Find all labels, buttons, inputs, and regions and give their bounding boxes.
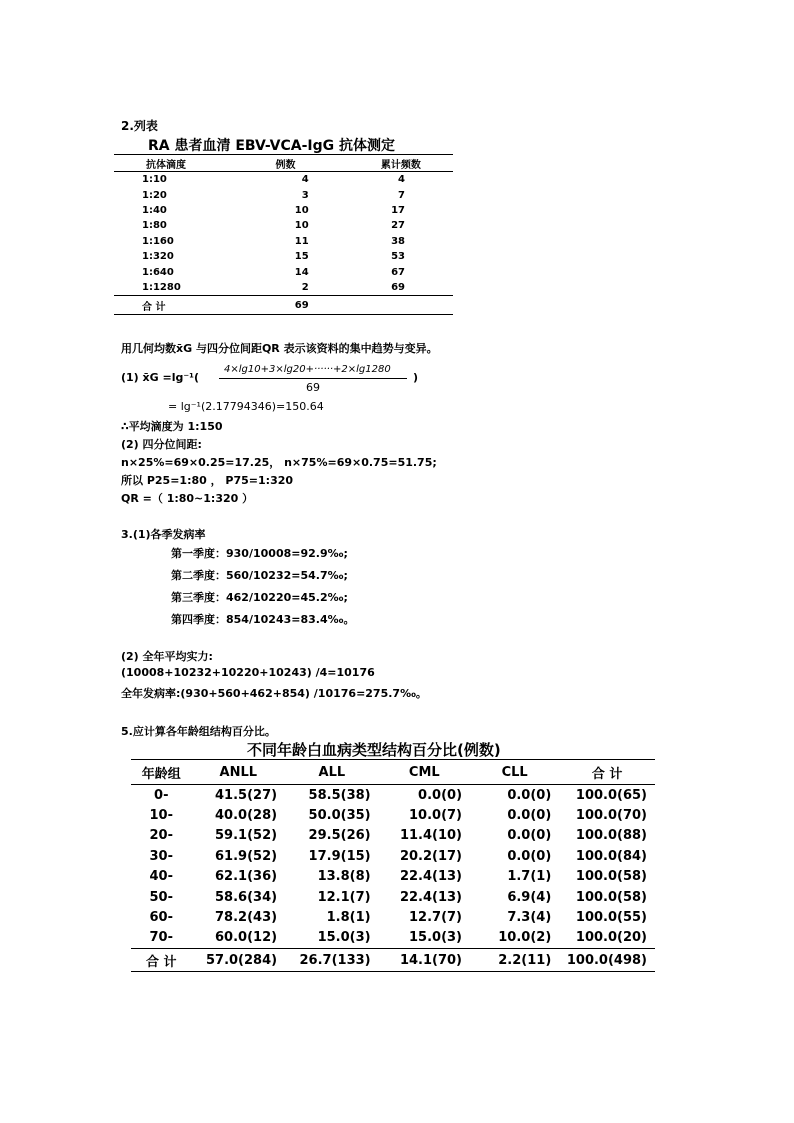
cell: 100.0(498) xyxy=(566,952,647,968)
cell: 58.6(34) xyxy=(215,889,278,905)
formula-1-label: (1) x̄G =lg⁻¹( xyxy=(121,371,200,384)
cell: 67 xyxy=(391,266,405,278)
cell: 3 xyxy=(301,189,309,201)
cell: 1.8(1) xyxy=(326,910,371,926)
table-row xyxy=(131,846,655,866)
cell: 100.0(58) xyxy=(575,889,647,905)
annual-average-heading: (2) 全年平均实力: xyxy=(121,650,213,663)
total-label: 合 计 xyxy=(142,301,166,313)
cell: 1:320 xyxy=(142,251,174,263)
cell: 10 xyxy=(294,204,309,216)
table-header-row xyxy=(114,155,453,172)
cell: 100.0(65) xyxy=(575,787,647,803)
cell: 100.0(84) xyxy=(575,848,647,864)
cell: 100.0(20) xyxy=(575,930,647,946)
cell: 1:40 xyxy=(142,204,167,216)
table-row xyxy=(114,203,453,218)
cell: 27 xyxy=(391,220,405,232)
table-header-row xyxy=(131,760,655,785)
cell: 0.0(0) xyxy=(507,808,552,824)
cell: 2.2(11) xyxy=(498,952,552,968)
leukemia-table-title: 不同年龄白血病类型结构百分比(例数) xyxy=(247,741,501,759)
quarter-4-rate: 第四季度：854/10243=83.4‰。 xyxy=(171,613,355,626)
cell: 1:640 xyxy=(142,266,174,278)
cell: 22.4(13) xyxy=(399,869,463,885)
cell: 60- xyxy=(149,910,174,926)
table-row xyxy=(131,805,655,825)
cell: 10 xyxy=(294,220,309,232)
total-label: 合 计 xyxy=(146,954,177,970)
cell: 100.0(55) xyxy=(575,910,647,926)
iqr-heading: (2) 四分位间距: xyxy=(121,438,202,451)
table-row xyxy=(114,234,453,249)
cell: 1:160 xyxy=(142,235,174,247)
section-2-intro: 用几何均数x̄G 与四分位间距QR 表示该资料的集中趋势与变异。 xyxy=(121,342,438,355)
section-5-heading: 5.应计算各年龄组结构百分比。 xyxy=(121,725,276,738)
header-cml: CML xyxy=(408,764,440,780)
cell: 4 xyxy=(301,174,309,186)
table-row xyxy=(131,867,655,887)
cell: 13.8(8) xyxy=(317,869,371,885)
cell: 69 xyxy=(391,281,405,293)
table-total-row xyxy=(114,296,453,315)
cell: 78.2(43) xyxy=(215,910,278,926)
annual-average-calc: (10008+10232+10220+10243) /4=10176 xyxy=(121,666,375,679)
header-anll: ANLL xyxy=(219,764,258,780)
quarter-2-rate: 第二季度：560/10232=54.7‰; xyxy=(171,569,348,582)
section-3-heading: 3.(1)各季发病率 xyxy=(121,528,206,541)
table-row xyxy=(114,218,453,233)
cell: 14.1(70) xyxy=(399,952,463,968)
cell: 1:1280 xyxy=(142,281,181,293)
cell: 10- xyxy=(149,808,174,824)
iqr-calc: n×25%=69×0.25=17.25， n×75%=69×0.75=51.75; xyxy=(121,456,437,469)
table-row xyxy=(114,172,453,188)
cell: 100.0(70) xyxy=(575,808,647,824)
table-row xyxy=(131,826,655,846)
cell: 40- xyxy=(149,869,174,885)
conclusion: ∴平均滴度为 1:150 xyxy=(121,420,223,433)
cell: 0- xyxy=(154,787,169,803)
cell: 7 xyxy=(398,189,405,201)
header-total: 合 计 xyxy=(591,766,623,782)
header-titer: 抗体滴度 xyxy=(146,159,186,171)
cell: 20.2(17) xyxy=(399,848,463,864)
cell: 50.0(35) xyxy=(308,808,371,824)
cell: 30- xyxy=(149,848,174,864)
quarter-3-rate: 第三季度：462/10220=45.2‰; xyxy=(171,591,348,604)
cell: 1:80 xyxy=(142,220,167,232)
table-row xyxy=(114,280,453,296)
cell: 4 xyxy=(398,174,405,186)
cell: 11 xyxy=(294,235,309,247)
cell: 1.7(1) xyxy=(507,869,552,885)
formula-1-numerator: 4×lg10+3×lg20+······+2×lg1280 xyxy=(224,364,391,375)
table-row xyxy=(131,907,655,927)
formula-1-denominator: 69 xyxy=(306,381,320,394)
cell: 41.5(27) xyxy=(215,787,278,803)
cell: 6.9(4) xyxy=(507,889,552,905)
cell: 12.7(7) xyxy=(409,910,463,926)
cell: 0.0(0) xyxy=(507,848,552,864)
cell: 62.1(36) xyxy=(215,869,278,885)
fraction-bar xyxy=(219,378,407,379)
cell: 59.1(52) xyxy=(215,828,278,844)
cell: 10.0(2) xyxy=(498,930,552,946)
cell: 61.9(52) xyxy=(215,848,278,864)
cell: 17.9(15) xyxy=(308,848,371,864)
header-all: ALL xyxy=(318,764,346,780)
antibody-table-title: RA 患者血清 EBV-VCA-IgG 抗体测定 xyxy=(148,138,395,154)
header-cases: 例数 xyxy=(275,159,296,171)
cell: 50- xyxy=(149,889,174,905)
cell: 15.0(3) xyxy=(409,930,463,946)
iqr-percentiles: 所以 P25=1:80 ， P75=1:320 xyxy=(121,474,294,487)
cell: 2 xyxy=(301,281,309,293)
table-row xyxy=(131,928,655,949)
cell: 26.7(133) xyxy=(299,952,371,968)
cell: 29.5(26) xyxy=(308,828,371,844)
cell: 15.0(3) xyxy=(317,930,371,946)
cell: 100.0(88) xyxy=(575,828,647,844)
leukemia-table xyxy=(131,759,655,972)
cell: 70- xyxy=(149,930,174,946)
table-row xyxy=(114,187,453,202)
table-row xyxy=(131,887,655,907)
cell: 12.1(7) xyxy=(317,889,371,905)
table-row xyxy=(114,264,453,279)
annual-rate: 全年发病率:(930+560+462+854) /10176=275.7‰。 xyxy=(121,687,427,700)
cell: 14 xyxy=(294,266,309,278)
cell: 0.0(0) xyxy=(507,787,552,803)
cell: 100.0(58) xyxy=(575,869,647,885)
total-cumulative xyxy=(309,296,453,315)
cell: 57.0(284) xyxy=(205,952,278,968)
cell: 22.4(13) xyxy=(399,889,463,905)
antibody-table xyxy=(114,154,453,315)
formula-2: = lg⁻¹(2.17794346)=150.64 xyxy=(168,400,324,413)
cell: 17 xyxy=(391,204,405,216)
cell: 40.0(28) xyxy=(215,808,278,824)
total-cases: 69 xyxy=(294,299,309,311)
cell: 15 xyxy=(294,251,309,263)
table-row xyxy=(131,785,655,806)
cell: 0.0(0) xyxy=(418,787,463,803)
header-cumulative: 累计频数 xyxy=(380,159,421,171)
cell: 58.5(38) xyxy=(308,787,371,803)
cell: 11.4(10) xyxy=(399,828,463,844)
cell: 10.0(7) xyxy=(409,808,463,824)
cell: 1:20 xyxy=(142,189,167,201)
cell: 0.0(0) xyxy=(507,828,552,844)
iqr-result: QR =（ 1:80~1:320 ） xyxy=(121,492,254,505)
quarter-1-rate: 第一季度：930/10008=92.9‰; xyxy=(171,547,348,560)
cell: 1:10 xyxy=(142,174,167,186)
section-2-heading: 2.列表 xyxy=(121,119,158,133)
cell: 60.0(12) xyxy=(215,930,278,946)
cell: 38 xyxy=(391,235,405,247)
header-cll: CLL xyxy=(501,764,528,780)
cell: 7.3(4) xyxy=(507,910,552,926)
cell: 53 xyxy=(391,251,405,263)
cell: 20- xyxy=(149,828,174,844)
table-row xyxy=(114,249,453,264)
table-total-row xyxy=(131,949,655,972)
header-age-group: 年龄组 xyxy=(141,766,181,782)
formula-1-close: ) xyxy=(413,371,419,384)
